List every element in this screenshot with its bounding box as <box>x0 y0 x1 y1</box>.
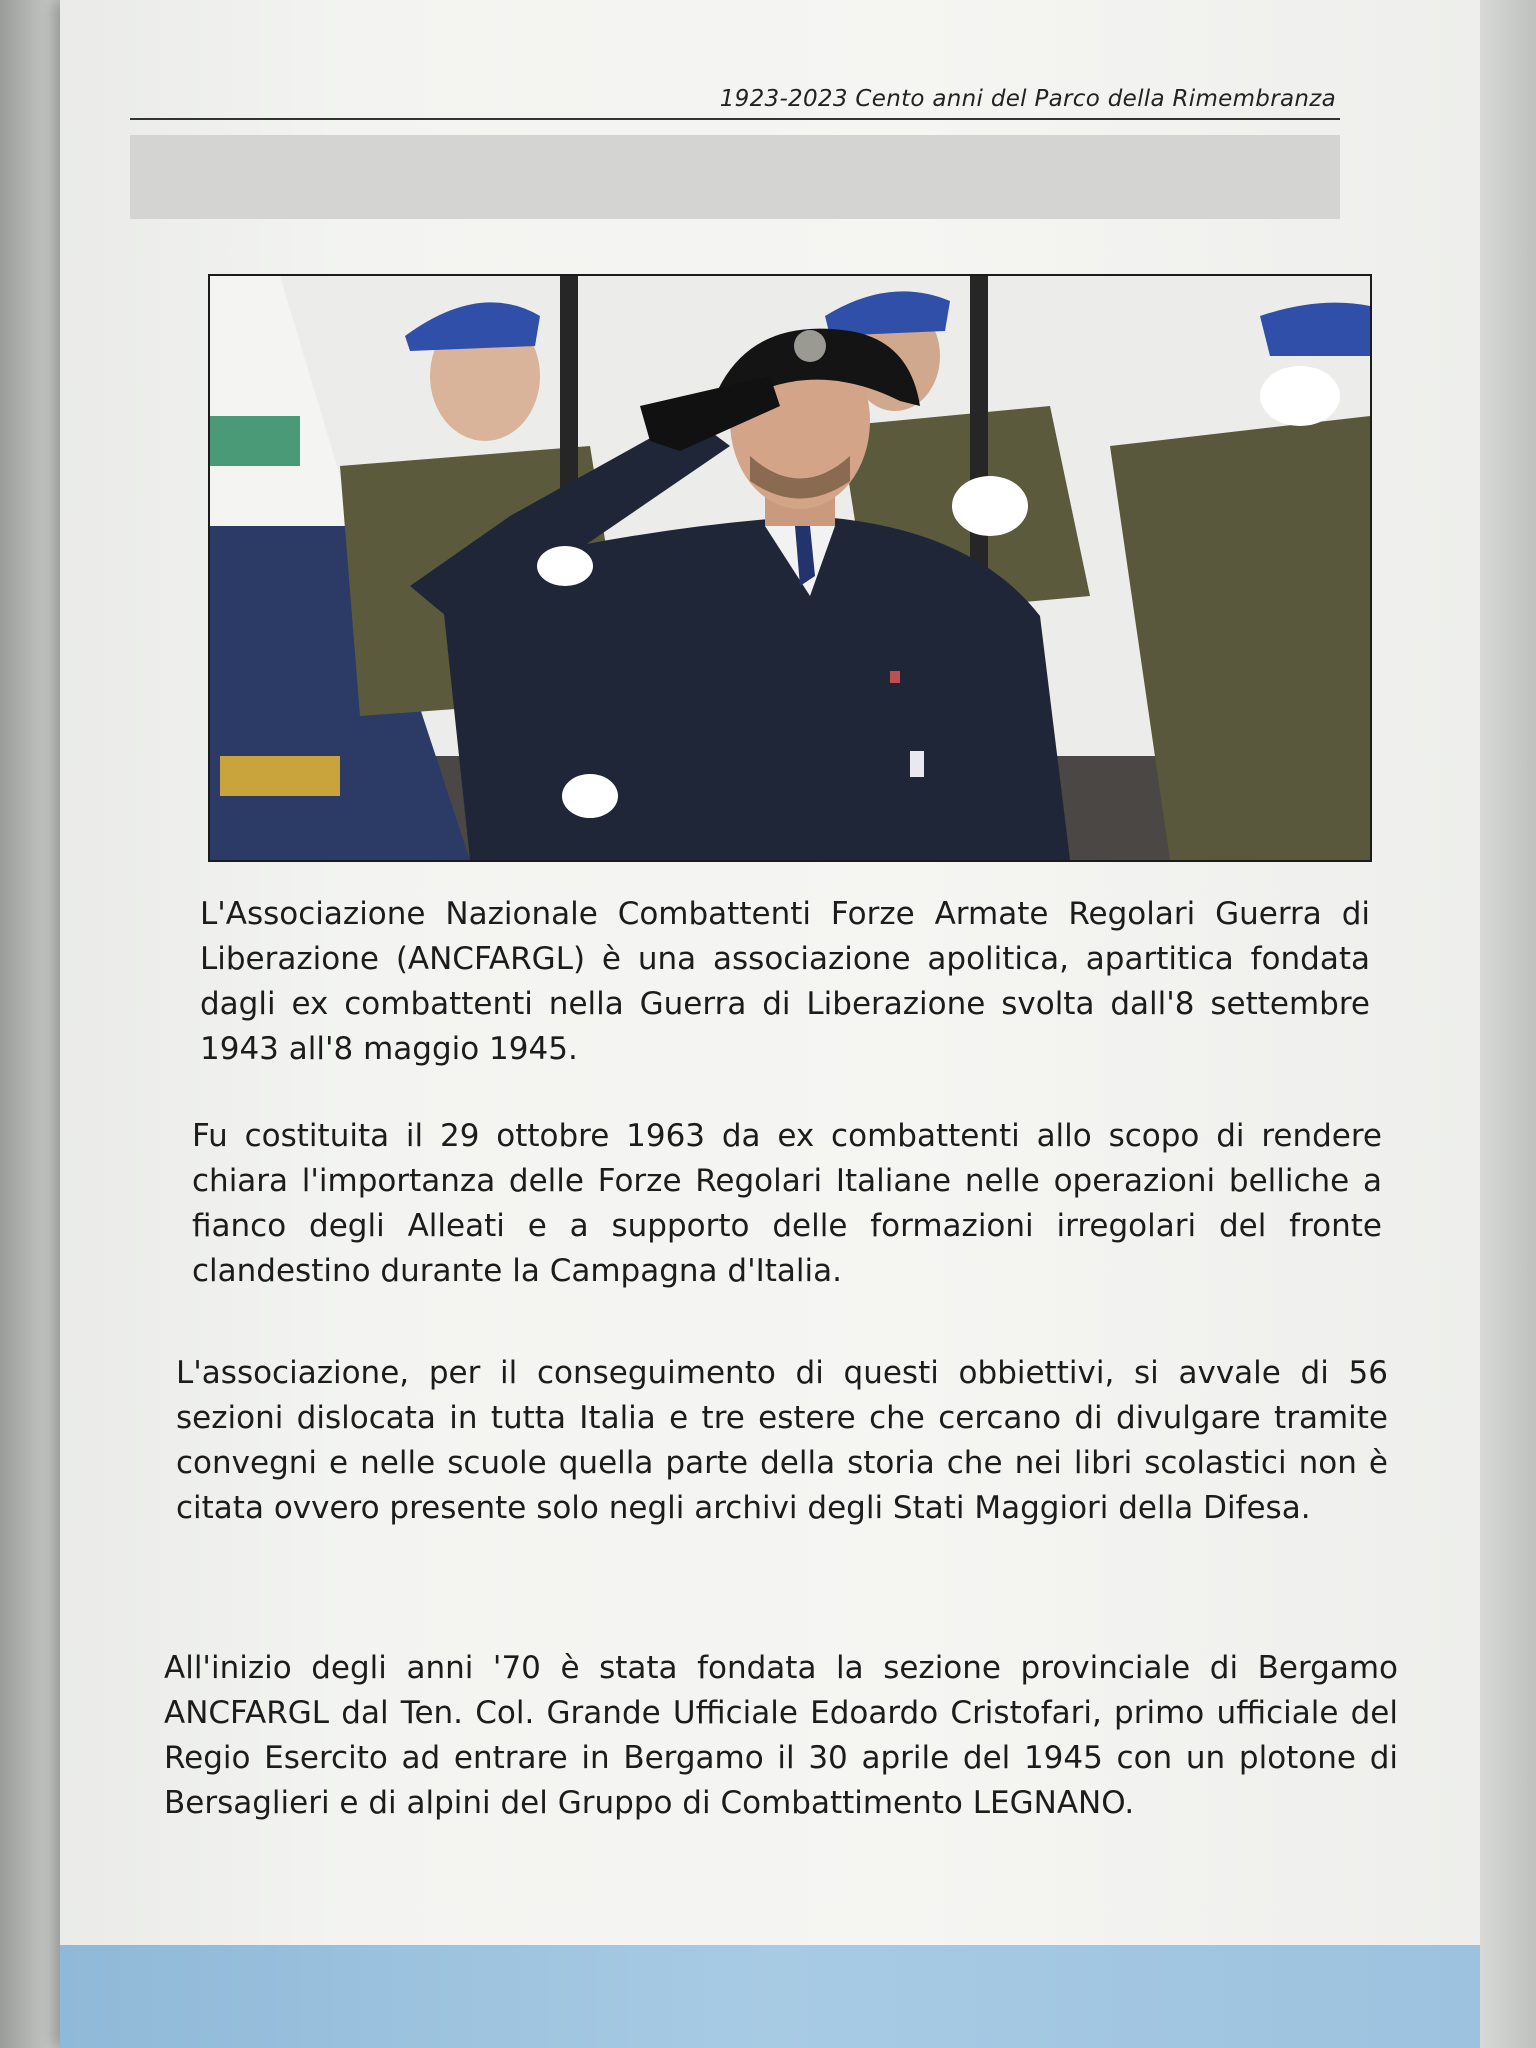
paragraph-1: L'Associazione Nazionale Combattenti Forze Armate Regolari Guerra di Liberazione (ANCFARGL) è una associazione apolitica, apartitica fondata dagli ex combattenti nella Guerra di Liberazione svolta dall'8 settembre 1943 all'8 maggio 1945. <box>200 896 1370 1067</box>
facing-page-edge <box>1480 0 1536 2048</box>
paragraph-3: L'associazione, per il conseguimento di questi obbiettivi, si avvale di 56 sezioni dislocata in tutta Italia e tre estere che cercano di divulgare tramite convegni e nelle scuole quella parte della storia che nei libri scolastici non è citata ovvero presente solo negli archivi degli Stati Maggiori della Difesa. <box>176 1355 1388 1526</box>
paragraph-4: All'inizio degli anni '70 è stata fondata la sezione provinciale di Bergamo ANCFARGL dal Ten. Col. Grande Ufficiale Edoardo Cristofari, primo ufficiale del Regio Esercito ad entrare in Bergamo il 30 aprile del 1945 con un plotone di Bersaglieri e di alpini del Gruppo di Combattimento LEGNANO. <box>164 1650 1398 1821</box>
ceremony-salute-photo-icon <box>210 276 1370 860</box>
running-header: 1923-2023 Cento anni del Parco della Rimembranza <box>719 86 1336 112</box>
header-grey-band <box>130 135 1340 219</box>
footer-blue-band <box>60 1945 1480 2048</box>
ceremony-photo <box>208 274 1372 862</box>
paragraph-2: Fu costituita il 29 ottobre 1963 da ex combattenti allo scopo di rendere chiara l'importanza delle Forze Regolari Italiane nelle operazioni belliche a fianco degli Alleati e a supporto delle formazioni irregolari del fronte clandestino durante la Campagna d'Italia. <box>192 1118 1382 1289</box>
header-rule <box>130 118 1340 120</box>
